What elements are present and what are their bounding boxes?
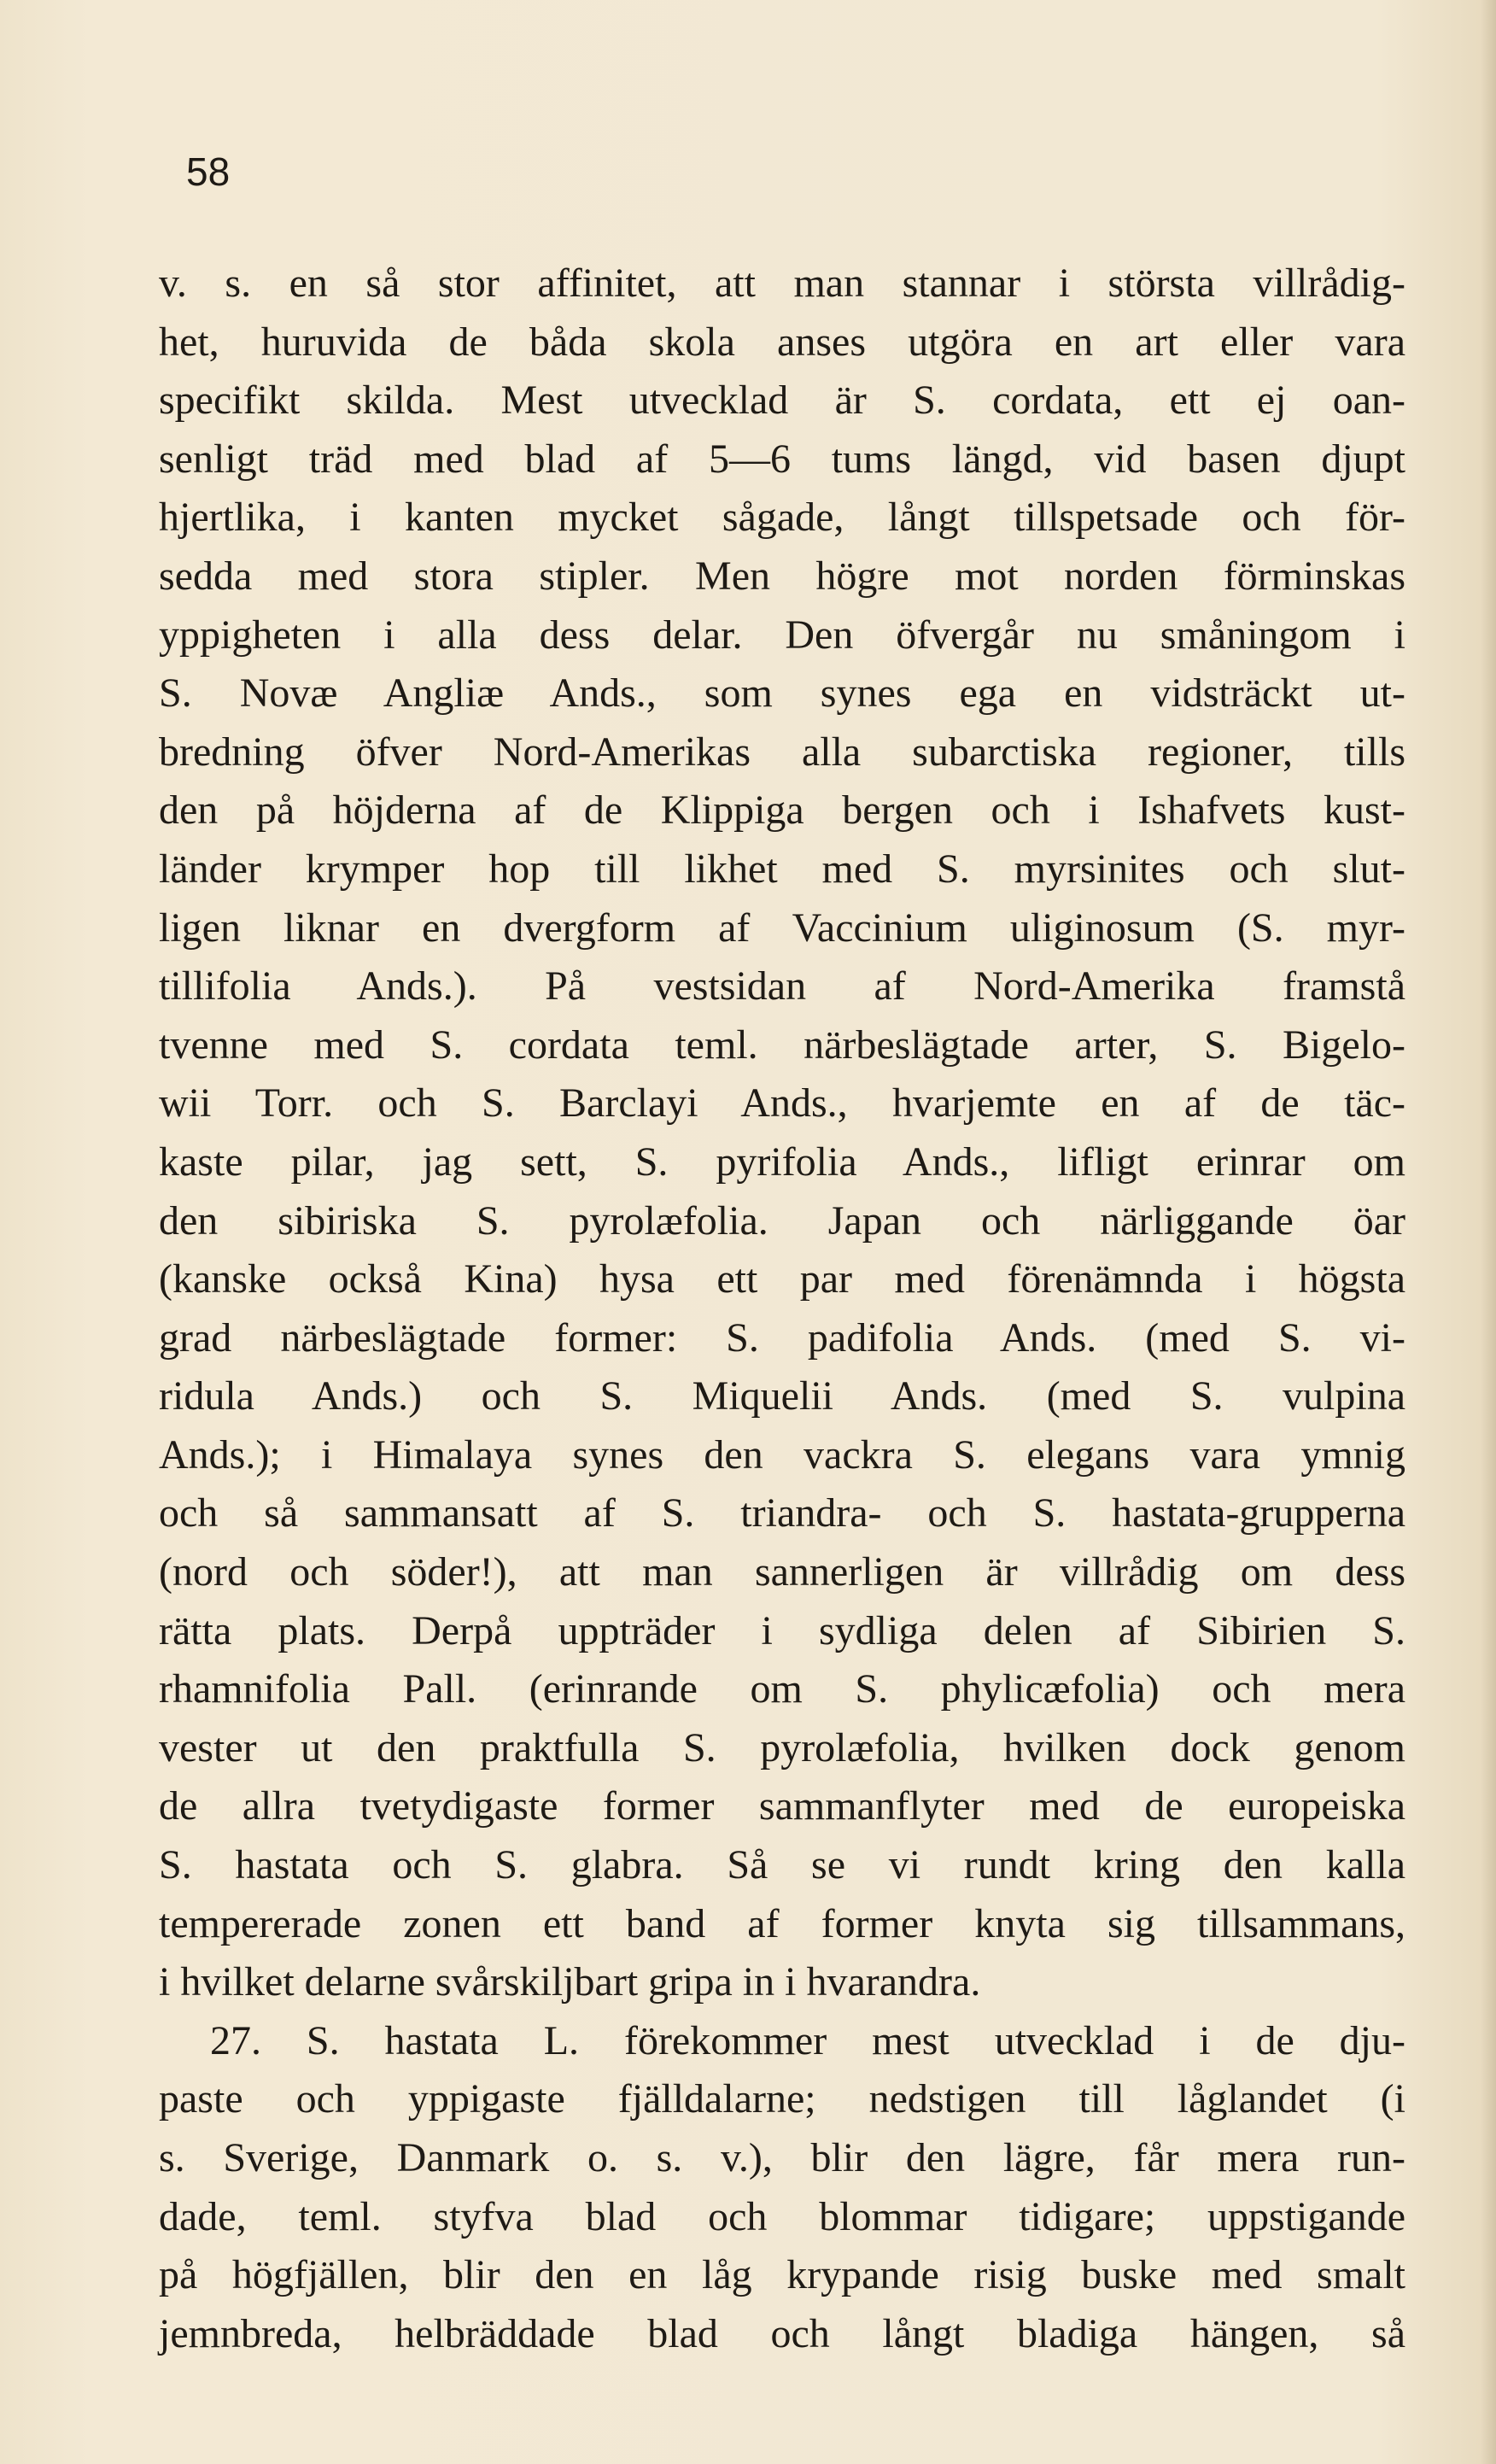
text-line: paste och yppigaste fjälldalarne; nedstigen till låglandet (i: [159, 2076, 1405, 2122]
text-line: Ands.); i Himalaya synes den vackra S. elegans vara ymnig: [159, 1431, 1405, 1478]
text-line: hjertlika, i kanten mycket sågade, långt tillspetsade och för-: [159, 495, 1405, 541]
text-line: (nord och söder!), att man sannerligen är villrådig om dess: [159, 1549, 1405, 1595]
text-line: v. s. en så stor affinitet, att man stannar i största villrådig-: [159, 260, 1405, 306]
text-line: tillifolia Ands.). På vestsidan af Nord-Amerika framstå: [159, 963, 1405, 1010]
text-line: senligt träd med blad af 5—6 tums längd, vid basen djupt: [159, 436, 1405, 482]
text-line: (kanske också Kina) hysa ett par med förenämnda i högsta: [159, 1256, 1405, 1302]
text-line: tvenne med S. cordata teml. närbeslägtade arter, S. Bigelo-: [159, 1021, 1405, 1068]
text-line: på högfjällen, blir den en låg krypande risig buske med smalt: [159, 2252, 1405, 2298]
text-line: dade, teml. styfva blad och blommar tidigare; uppstigande: [159, 2193, 1405, 2239]
text-line: i hvilket delarne svårskiljbart gripa in i hvarandra.: [159, 1959, 981, 2005]
text-line: tempererade zonen ett band af former knyta sig tillsammans,: [159, 1900, 1405, 1946]
text-line: jemnbreda, helbräddade blad och långt bladiga hängen, så: [159, 2310, 1405, 2356]
text-line: och så sammansatt af S. triandra- och S. hastata-grupperna: [159, 1490, 1405, 1536]
text-line: S. hastata och S. glabra. Så se vi rundt kring den kalla: [159, 1842, 1405, 1888]
text-line: rätta plats. Derpå uppträder i sydliga delen af Sibirien S.: [159, 1607, 1405, 1653]
body-text: [159, 255, 1405, 2363]
text-line: S. Novæ Angliæ Ands., som synes ega en vidsträckt ut-: [159, 670, 1405, 717]
text-line: yppigheten i alla dess delar. Den öfvergår nu småningom i: [159, 612, 1405, 658]
text-line: de allra tvetydigaste former sammanflyter med de europeiska: [159, 1783, 1405, 1829]
text-line: vester ut den praktfulla S. pyrolæfolia, hvilken dock genom: [159, 1724, 1405, 1770]
text-line: wii Torr. och S. Barclayi Ands., hvarjemte en af de täc-: [159, 1080, 1405, 1127]
text-line: rhamnifolia Pall. (erinrande om S. phylicæfolia) och mera: [159, 1666, 1405, 1712]
page-number: 58: [186, 149, 231, 194]
text-line: bredning öfver Nord-Amerikas alla subarctiska regioner, tills: [159, 729, 1405, 775]
text-line: kaste pilar, jag sett, S. pyrifolia Ands., lifligt erinrar om: [159, 1138, 1405, 1185]
text-line: s. Sverige, Danmark o. s. v.), blir den lägre, får mera run-: [159, 2135, 1405, 2180]
text-line: specifikt skilda. Mest utvecklad är S. cordata, ett ej oan-: [159, 378, 1405, 424]
text-line: länder krymper hop till likhet med S. myrsinites och slut-: [159, 846, 1405, 892]
text-line: ligen liknar en dvergform af Vaccinium uliginosum (S. myr-: [159, 904, 1405, 951]
text-line: het, huruvida de båda skola anses utgöra en art eller vara: [159, 319, 1405, 365]
page-edge-shadow: [1481, 0, 1496, 2464]
text-line: ridula Ands.) och S. Miquelii Ands. (med S. vulpina: [159, 1373, 1405, 1419]
text-line: den sibiriska S. pyrolæfolia. Japan och närliggande öar: [159, 1197, 1405, 1244]
text-line: 27. S. hastata L. förekommer mest utvecklad i de dju-: [210, 2017, 1405, 2063]
text-line: sedda med stora stipler. Men högre mot norden förminskas: [159, 553, 1405, 599]
text-line: den på höjderna af de Klippiga bergen och i Ishafvets kust-: [159, 787, 1405, 834]
text-line: grad närbeslägtade former: S. padifolia Ands. (med S. vi-: [159, 1314, 1405, 1361]
